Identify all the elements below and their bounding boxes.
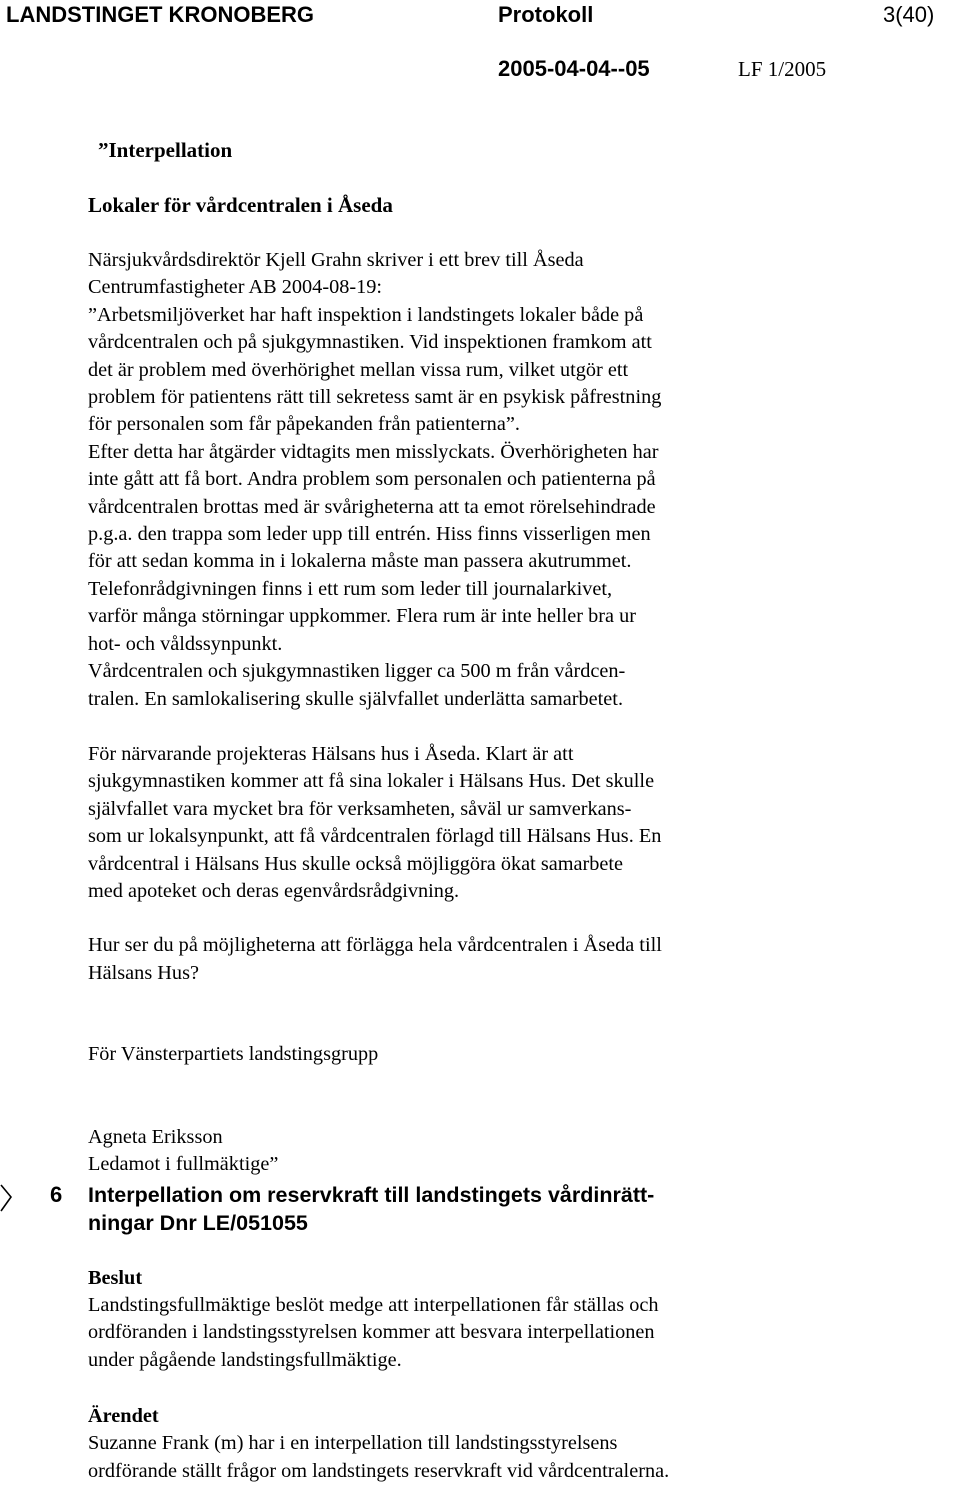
document-reference: LF 1/2005 [738,57,827,81]
arendet-heading: Ärendet [88,1405,159,1428]
interpellation-question [88,932,948,987]
text-line: Telefonrådgivningen finns i ett rum som leder till journalarkivet, [88,577,613,600]
section-title [88,1181,948,1237]
beslut-text [88,1292,948,1374]
meeting-date: 2005-04-04--05 [498,56,650,81]
text-line: Hur ser du på möjligheterna att förlägga hela vårdcentralen i Åseda till [88,934,662,957]
text-line: ”Arbetsmiljöverket har haft inspektion i landstingets lokaler både på [88,303,644,326]
text-line: hot- och våldssynpunkt. [88,632,283,655]
section-number: 6 [50,1182,63,1207]
text-line: vårdcentralen brottas med är svårigheterna att ta emot rörelsehindrade [88,495,656,518]
signature-name: Agneta Eriksson [88,1125,223,1148]
text-line: Närsjukvårdsdirektör Kjell Grahn skriver i ett brev till Åseda [88,249,584,271]
section-title-line: ningar Dnr LE/051055 [88,1211,308,1235]
section-body [88,1264,948,1485]
page-number: 3(40) [883,2,935,27]
text-line: Vårdcentralen och sjukgymnastiken ligger ca 500 m från vårdcen- [88,660,626,683]
interpellation-label: ”Interpellation [98,138,233,162]
text-line: det är problem med överhörighet mellan vissa rum, vilket utgör ett [88,358,629,381]
text-line: vårdcentral i Hälsans Hus skulle också möjliggöra ökat samarbete [88,852,624,875]
text-line: med apoteket och deras egenvårdsrådgivning. [88,879,460,902]
text-line: Suzanne Frank (m) har i en interpellation till landstingsstyrelsens [88,1432,618,1455]
text-line: ordförande ställt frågor om landstingets reservkraft vid vårdcentralerna. [88,1459,670,1482]
section-marker-icon [0,1184,12,1212]
text-line: För närvarande projekteras Hälsans hus i Åseda. Klart är att [88,742,574,765]
signature-role: Ledamot i fullmäktige” [88,1152,279,1175]
arendet-text [88,1430,948,1485]
document-type: Protokoll [498,2,594,27]
interpellation-paragraph-2 [88,741,948,905]
section-title-line: Interpellation om reservkraft till landstingets vårdinrätt- [88,1183,655,1207]
party-group [88,1041,948,1068]
page-header [0,0,960,90]
text-line: för personalen som får påpekanden från patienterna”. [88,413,520,436]
text-line: Centrumfastigheter AB 2004-08-19: [88,276,383,299]
interpellation-title: Lokaler för vårdcentralen i Åseda [88,193,393,217]
text-line: ordföranden i landstingsstyrelsen kommer att besvara interpellationen [88,1321,655,1344]
text-line: varför många störningar uppkommer. Flera rum är inte heller bra ur [88,605,636,628]
text-line: självfallet vara mycket bra för verksamheten, såväl ur samverkans- [88,797,632,820]
text-line: sjukgymnastiken kommer att få sina lokaler i Hälsans Hus. Det skulle [88,770,655,793]
interpellation-paragraph-1 [88,247,948,713]
organization-name: LANDSTINGET KRONOBERG [6,2,314,27]
text-line: problem för patientens rätt till sekretess samt är en psykisk påfrestning [88,386,662,409]
text-line: inte gått att få bort. Andra problem som personalen och patienterna på [88,468,656,491]
interpellation-body [88,136,948,1178]
signature-block [88,1124,948,1179]
text-line: under pågående landstingsfullmäktige. [88,1348,402,1371]
text-line: Efter detta har åtgärder vidtagits men misslyckats. Överhörigheten har [88,440,659,463]
text-line: för att sedan komma in i lokalerna måste man passera akutrummet. [88,550,632,573]
text-line: Hälsans Hus? [88,961,199,984]
text-line: Landstingsfullmäktige beslöt medge att interpellationen får ställas och [88,1294,659,1316]
text-line: som ur lokalsynpunkt, att få vårdcentralen förlagd till Hälsans Hus. En [88,825,662,848]
text-line: För Vänsterpartiets landstingsgrupp [88,1043,379,1066]
text-line: tralen. En samlokalisering skulle självfallet underlätta samarbetet. [88,687,624,710]
text-line: p.g.a. den trappa som leder upp till entrén. Hiss finns visserligen men [88,523,651,546]
beslut-heading: Beslut [88,1267,143,1289]
text-line: vårdcentralen och på sjukgymnastiken. Vid inspektionen framkom att [88,331,652,354]
